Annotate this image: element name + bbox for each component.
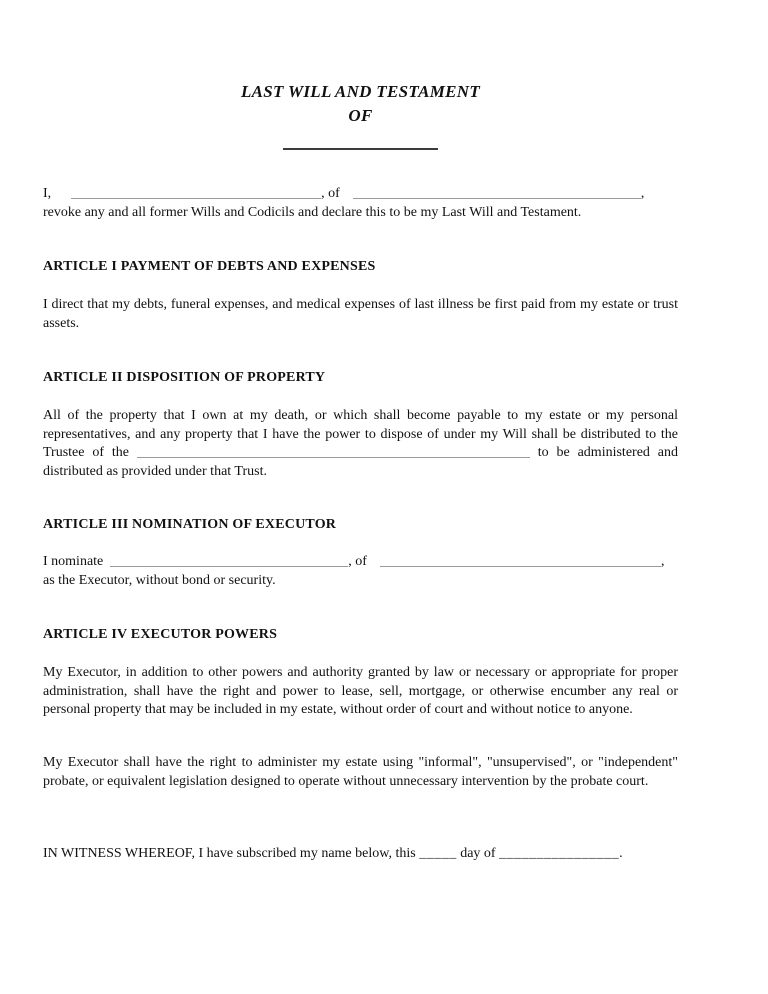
witness-period: . [619,846,623,861]
article-2-heading: ARTICLE II DISPOSITION OF PROPERTY [43,370,326,385]
opening-comma: , [321,186,325,201]
article-1-body: I direct that my debts, funeral expenses, and medical expenses of last illness be first paid from my estate or trust assets. [43,297,678,331]
opening-fill-in-row [43,185,678,204]
nomination-fill-in-row [43,553,678,572]
opening-clause [43,185,678,222]
month-year-blank[interactable]: ________________ [499,846,620,861]
opening-trailing-comma: , [640,186,645,201]
nominate-label: I nominate [43,554,104,569]
article-1-heading: ARTICLE I PAYMENT OF DEBTS AND EXPENSES [43,259,376,274]
nomination-of-label: of [355,554,367,569]
witness-clause [43,845,678,864]
nomination-comma: , [348,554,352,569]
day-number-blank[interactable]: _____ [419,846,457,861]
trust-name-blank[interactable] [137,446,530,458]
title-block [43,80,678,150]
executor-name-blank[interactable] [110,555,348,567]
testator-name-title-blank[interactable] [283,148,438,150]
executor-residence-blank[interactable] [380,555,661,567]
article-2-text-before-blank: All of the property that I own at my death, or which shall become payable to my estate or my personal representatives, and any property that I have the power to dispose of under my Will shall be distributed to the Trustee of the [43,408,678,460]
article-4-paragraph-1: My Executor, in addition to other powers and authority granted by law or necessary or appropriate for proper administration, shall have the right and power to lease, sell, mortgage, or otherwise encumber any real or personal property that may be included in my estate, without order of court and without notice to anyone. [43,665,678,717]
witness-text: IN WITNESS WHEREOF, I have subscribed my name below, this [43,846,416,861]
article-4-heading: ARTICLE IV EXECUTOR POWERS [43,627,278,642]
testator-name-blank[interactable] [71,187,321,199]
article-4-paragraph-2: My Executor shall have the right to administer my estate using "informal", "unsupervised", or "independent" probate, or equivalent legislation designed to operate without unnecessary intervention by the probate court. [43,755,678,789]
revocation-line: revoke any and all former Wills and Codicils and declare this to be my Last Will and Testament. [43,204,582,220]
executor-line: as the Executor, without bond or security. [43,572,276,588]
testator-residence-blank[interactable] [353,187,641,199]
day-of-label: day of [460,846,496,861]
article-2-body [43,407,678,481]
nomination-trailing-comma: , [660,554,665,569]
article-3-body [43,553,678,590]
article-2-text-after-blank: to be administered and distributed as provided under that Trust. [43,445,678,479]
opening-i-label: I, [43,186,52,201]
document-title: LAST WILL AND TESTAMENT [240,82,481,101]
document-title-of: OF [348,106,373,125]
article-3-heading: ARTICLE III NOMINATION OF EXECUTOR [43,517,337,532]
opening-of-label: of [328,186,340,201]
